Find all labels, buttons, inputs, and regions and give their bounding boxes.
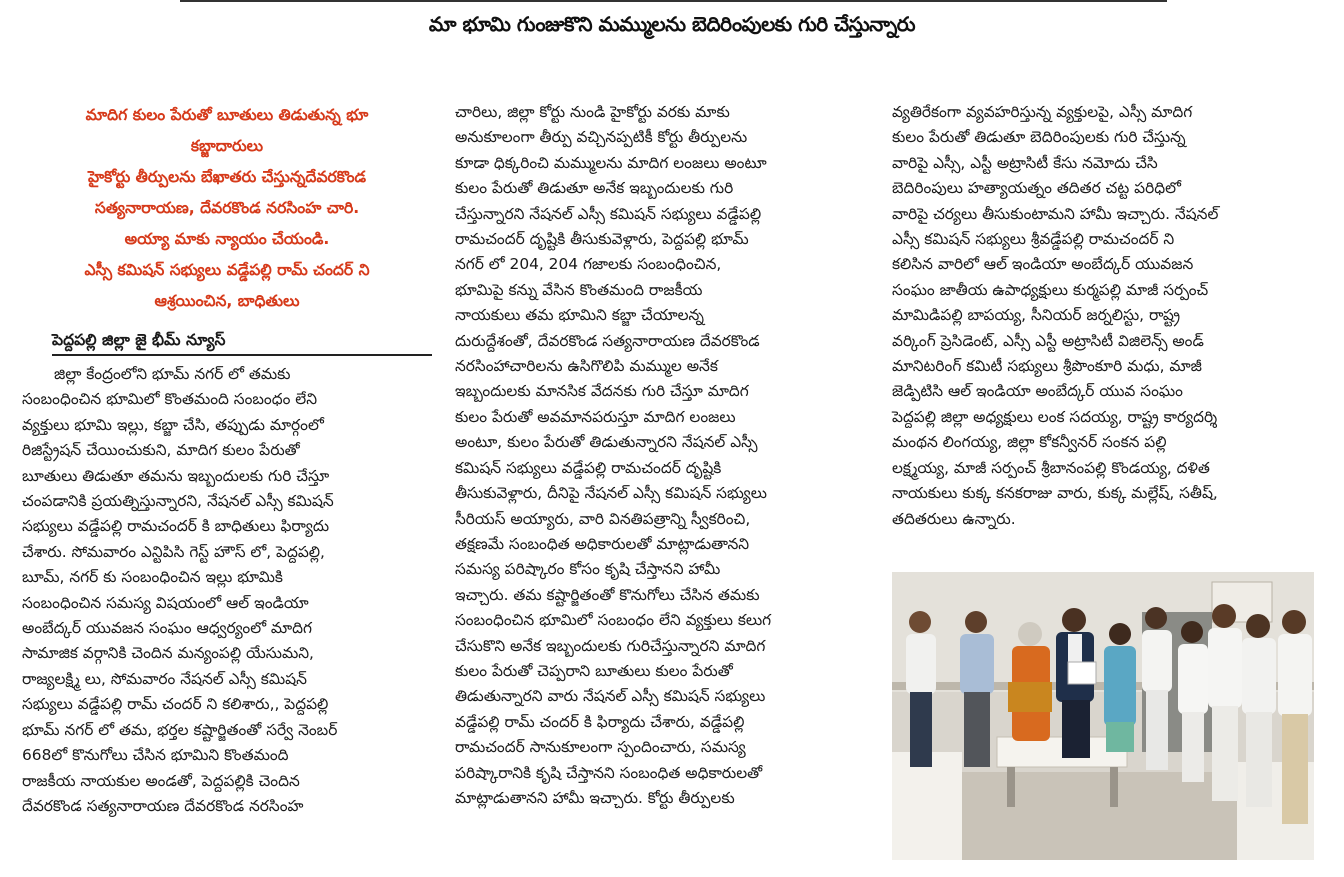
text-line: నగర్ లో 204, 204 గజాలకు సంబంధించిన,: [455, 255, 722, 274]
text-line: ఇచ్చారు. తమ కష్టార్జితంతో కొనుగోలు చేసిన తమకు: [455, 585, 760, 604]
text-line: నాయకులు కుక్క కనకరాజు వారు, కుక్క మల్లేష్, సతీష్,: [892, 484, 1218, 503]
kicker: [26, 100, 428, 317]
text-line: భూమిపై కన్ను వేసిన కొంతమంది రాజకీయ: [455, 280, 703, 299]
text-line: సామాజిక వర్గానికి చెందిన మన్యంపల్లి యేసుమని,: [22, 644, 314, 663]
text-line: సభ్యులు వడ్డేపల్లి రామ్ చందర్ ని కలిశారు,, పెద్దపల్లి: [22, 695, 329, 714]
text-line: దేవరకొండ సత్యనారాయణ దేవరకొండ నరసింహ: [22, 796, 304, 815]
text-line: చారిలు, జిల్లా కోర్టు నుండి హైకోర్టు వరకు మాకు: [455, 103, 730, 121]
text-line: వడ్డేపల్లి రామ్ చందర్ కి ఫిర్యాదు చేశారు, వడ్డేపల్లి: [455, 712, 745, 731]
text-line: రాజ్యలక్ష్మి లు, సోమవారం నేషనల్ ఎస్సీ కమిషన్: [22, 669, 307, 688]
column-3: [892, 100, 1317, 532]
column-1: [22, 100, 432, 819]
text-line: బూమ్, నగర్ కు సంబంధించిన ఇల్లు భూమికి: [22, 568, 283, 587]
kicker-line: కబ్జాదారులు: [190, 137, 264, 155]
text-line: బూతులు తిడుతూ తమను ఇబ్బందులకు గురి చేస్తూ: [22, 466, 330, 485]
text-line: చేశారు. సోమవారం ఎన్టిపిసి గెస్ట్ హౌస్ లో, పెద్దపల్లి,: [22, 542, 325, 561]
kicker-line: హైకోర్టు తీర్పులను బేఖాతరు చేస్తున్నదేవరకొండ: [87, 168, 367, 186]
byline-wrap: [22, 327, 432, 356]
text-line: రామచందర్ సానుకూలంగా స్పందించారు, సమస్య: [455, 738, 746, 757]
top-rule: [180, 0, 1167, 2]
text-line: సంబంధించిన భూమిలో సంబంధం లేని వ్యక్తులు కలుగ: [455, 611, 772, 630]
text-line: సమస్య పరిష్కారం కోసం కృషి చేస్తానని హామీ: [455, 560, 721, 579]
text-line: కులం పేరుతో తిడుతూ బెదిరింపులకు గురి చేస్తున్న: [892, 128, 1186, 147]
column-2: [455, 100, 875, 811]
text-line: అంటూ, కులం పేరుతో తిడుతున్నారని నేషనల్ ఎస్సీ: [455, 433, 758, 452]
kicker-line: మాదిగ కులం పేరుతో బూతులు తిడుతున్న భూ: [85, 106, 369, 124]
text-line: రామచందర్ దృష్టికి తీసుకువెళ్లారు, పెద్దపల్లి భూమ్: [455, 230, 749, 249]
kicker-line: ఎస్సీ కమిషన్ సభ్యులు వడ్డేపల్లి రామ్ చందర్ ని: [84, 261, 370, 279]
text-line: మానిటరింగ్ కమిటీ సభ్యులు శ్రీపొంకూరి మధు, మాజీ: [892, 357, 1202, 376]
text-line: వర్కింగ్ ప్రెసిడెంట్, ఎస్సీ ఎస్టీ అట్రాసిటీ విజిలెన్స్ అండ్: [892, 331, 1204, 350]
text-line: తీసుకువెళ్లారు, దీనిపై నేషనల్ ఎస్సీ కమిషన్ సభ్యులు: [455, 484, 767, 503]
text-line: సీరియస్ అయ్యారు, వారి వినతిపత్రాన్ని స్వీకరించి,: [455, 509, 751, 528]
text-line: మంథన లింగయ్య, జిల్లా కోకన్వీనర్ సంకన పల్లి: [892, 433, 1167, 452]
text-line: బెదిరింపులు హత్యాయత్నం తదితర చట్ట పరిధిలో: [892, 179, 1181, 198]
news-photo-illustration: [892, 572, 1314, 860]
text-line: కులం పేరుతో అవమానపరుస్తూ మాదిగ లంజలు: [455, 407, 736, 426]
text-line: సంఘం జాతీయ ఉపాధ్యక్షులు కుర్మపల్లి మాజీ సర్పంచ్: [892, 280, 1209, 299]
text-line: నరసింహాచారిలను ఉసిగొలిపి మమ్ముల అనేక: [455, 357, 718, 376]
text-line: కమిషన్ సభ్యులు వడ్డేపల్లి రామచందర్ దృష్టికి: [455, 458, 722, 477]
text-line: లక్ష్మయ్య, మాజీ సర్పంచ్ శ్రీబానంపల్లి కొండయ్య, దళిత: [892, 458, 1210, 477]
text-line: భూమ్ నగర్ లో తమ, భర్తల కష్టార్జితంతో సర్వే నెంబర్: [22, 720, 338, 739]
text-line: తక్షణమే సంబంధిత అధికారులతో మాట్లాడుతానని: [455, 534, 750, 553]
text-line: సంబంధించిన సమస్య విషయంలో ఆల్ ఇండియా: [22, 593, 309, 612]
headline: మా భూమి గుంజుకొని మమ్ములను బెదిరింపులకు గురి చేస్తున్నారు: [428, 12, 916, 36]
text-line: ఎస్సీ కమిషన్ సభ్యులు శ్రీవడ్డేపల్లి రామచందర్ ని: [892, 230, 1175, 249]
text-line: దురుద్దేశంతో, దేవరకొండ సత్యనారాయణ దేవరకొండ: [455, 331, 760, 350]
text-line: మామిడిపల్లి బాపయ్య, సీనియర్ జర్నలిస్టు, రాష్ట్ర: [892, 306, 1181, 325]
text-line: కులం పేరుతో తిడుతూ అనేక ఇబ్బందులకు గురి: [455, 179, 734, 198]
text-line: పెద్దపల్లి జిల్లా అధ్యక్షులు లంక సదయ్య, రాష్ట్ర కార్యదర్శి: [892, 407, 1218, 426]
text-line: అంబేద్కర్ యువజన సంఘం ఆధ్వర్యంలో మాదిగ: [22, 619, 312, 638]
kicker-line: ఆశ్రయించిన, బాధితులు: [154, 292, 300, 310]
text-line: కులం పేరుతో చెప్పరాని బూతులు కులం పేరుతో: [455, 661, 733, 680]
text-line: కలిసిన వారిలో ఆల్ ఇండియా అంబేద్కర్ యువజన: [892, 255, 1194, 274]
text-line: వారిపై చర్యలు తీసుకుంటామని హామీ ఇచ్చారు. నేషనల్: [892, 204, 1219, 223]
text-line: రిజిస్ట్రేషన్ చేయించుకుని, మాదిగ కులం పేరుతో: [22, 441, 300, 460]
kicker-line: సత్యనారాయణ, దేవరకొండ నరసింహ చారి.: [94, 199, 360, 217]
text-line: తిడుతున్నారని వారు నేషనల్ ఎస్సీ కమిషన్ సభ్యులు: [455, 687, 766, 706]
text-line: మాట్లాడుతానని హామీ ఇచ్చారు. కోర్టు తీర్పులకు: [455, 788, 735, 807]
text-line: జెడ్పిటిసి ఆల్ ఇండియా అంబేద్కర్ యువ సంఘం: [892, 382, 1183, 401]
text-line: 668లో కొనుగోలు చేసిన భూమిని కొంతమంది: [22, 746, 289, 765]
news-photo: [892, 572, 1314, 860]
text-line: సంబంధించిన భూమిలో కొంతమంది సంబంధం లేని: [22, 390, 318, 409]
text-line: చంపడానికి ప్రయత్నిస్తున్నారని, నేషనల్ ఎస్సీ కమిషన్: [22, 492, 334, 511]
text-line: చేసుకొని అనేక ఇబ్బందులకు గురిచేస్తున్నారని మాదిగ: [455, 636, 766, 655]
text-line: వ్యతిరేకంగా వ్యవహరిస్తున్న వ్యక్తులపై, ఎస్సీ మాదిగ: [892, 103, 1193, 121]
text-line: సభ్యులు వడ్డేపల్లి రామచందర్ కి బాధితులు ఫిర్యాదు: [22, 517, 330, 536]
text-line: చేస్తున్నారని నేషనల్ ఎస్సీ కమిషన్ సభ్యులు వడ్డేపల్లి: [455, 204, 762, 223]
text-line: వారిపై ఎస్సీ, ఎస్టీ అట్రాసిటీ కేసు నమోదు చేసి: [892, 153, 1158, 172]
text-line: రాజకీయ నాయకుల అండతో, పెద్దపల్లికి చెందిన: [22, 771, 300, 790]
text-line: పరిష్కారానికి కృషి చేస్తానని సంబంధిత అధికారులతో: [455, 763, 763, 782]
text-line: ఇబ్బందులకు మానసిక వేదనకు గురి చేస్తూ మాదిగ: [455, 382, 749, 401]
text-line: కూడా ధిక్కరించి మమ్ములను మాదిగ లంజలు అంటూ: [455, 153, 767, 172]
text-line: నాయకులు తమ భూమిని కబ్జా చేయాలన్న: [455, 306, 704, 325]
kicker-line: అయ్యా మాకు న్యాయం చేయండి.: [124, 230, 330, 248]
text-line: జిల్లా కేంద్రంలోని భూమ్ నగర్ లో తమకు: [54, 365, 291, 383]
text-line: వ్యక్తులు భూమి ఇల్లు, కబ్జా చేసి, తప్పుడు మార్గంలో: [22, 415, 324, 434]
byline: పెద్దపల్లి జిల్లా జై భీమ్ న్యూస్: [52, 327, 432, 356]
column-1-body: [22, 362, 432, 819]
text-line: తదితరులు ఉన్నారు.: [892, 509, 1016, 528]
text-line: అనుకూలంగా తీర్పు వచ్చినప్పటికీ కోర్టు తీర్పులను: [455, 128, 748, 147]
